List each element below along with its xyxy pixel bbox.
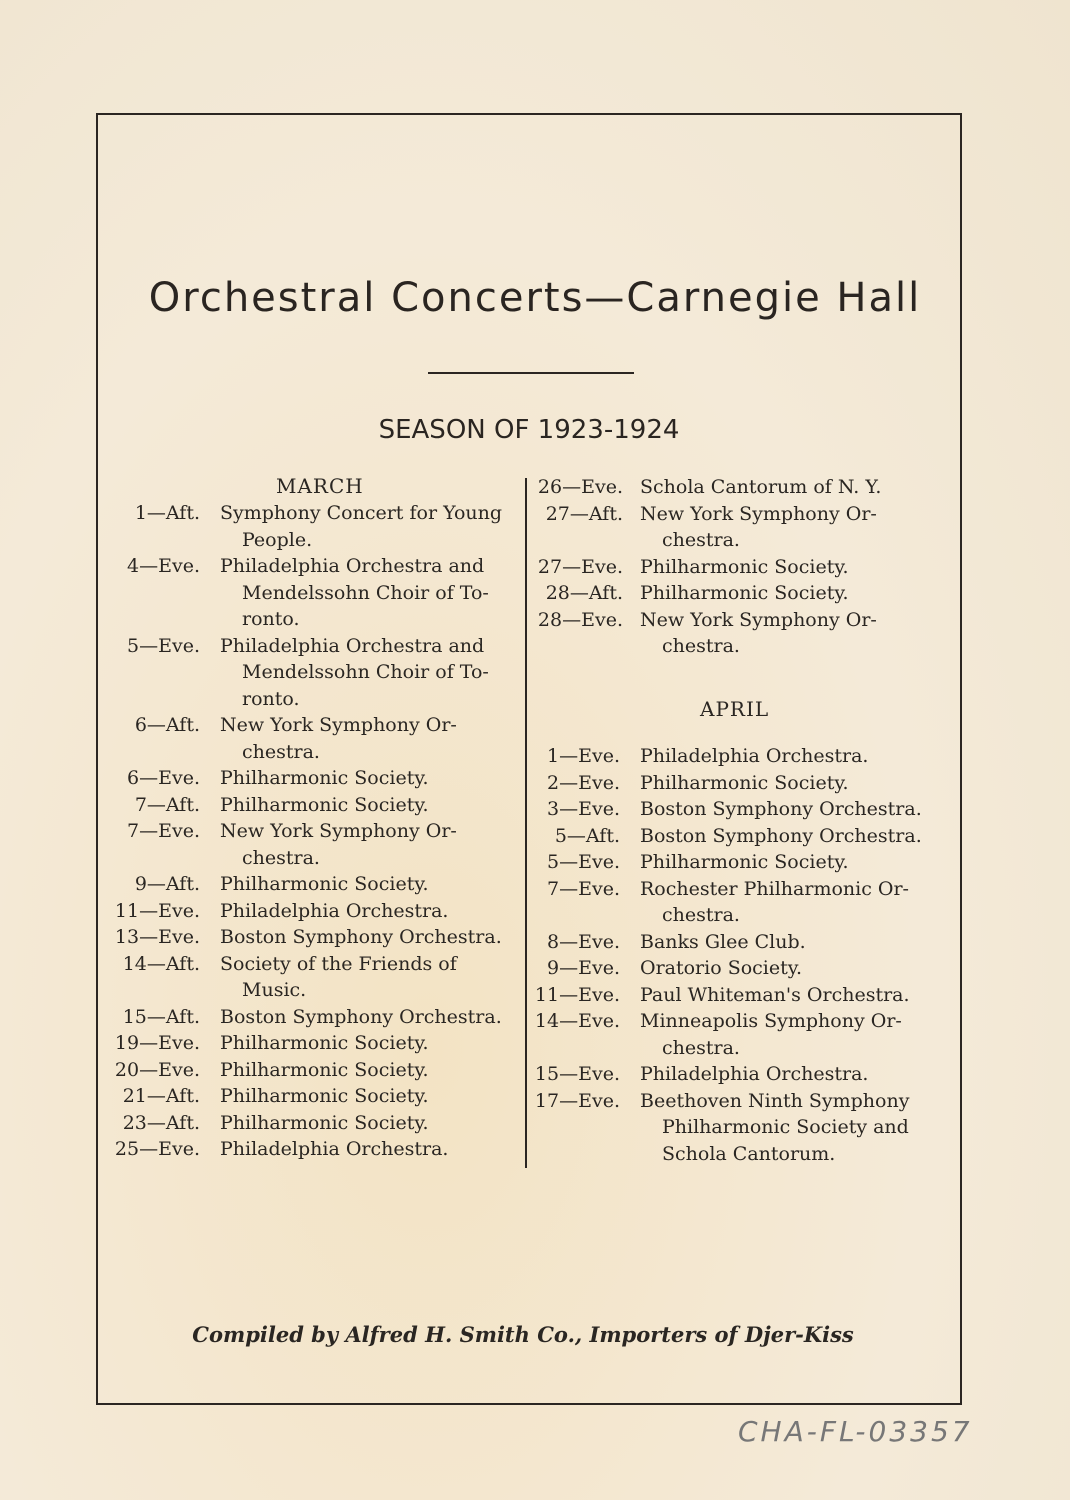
entry-line: Philharmonic Society. xyxy=(220,767,429,789)
entry-description xyxy=(220,1030,520,1057)
entry-description xyxy=(220,871,520,898)
entry-date: 15—Aft. xyxy=(122,1005,200,1028)
season-heading: SEASON OF 1923-1924 xyxy=(378,415,680,445)
entry-line: New York Symphony Or- xyxy=(220,820,457,842)
entry-date: 7—Aft. xyxy=(134,793,200,816)
entry-line: Philharmonic Society. xyxy=(220,1111,429,1134)
entry-line: Minneapolis Symphony Or- xyxy=(640,1010,902,1032)
entry-date: 7—Eve. xyxy=(127,820,200,842)
entry-date: 8—Eve. xyxy=(547,930,620,953)
entry-line: Mendelssohn Choir of To- xyxy=(242,661,489,683)
entry-line: Philharmonic Society. xyxy=(220,1085,429,1107)
title-rule xyxy=(428,372,634,374)
entry-description xyxy=(640,982,940,1009)
entry-date: 6—Eve. xyxy=(127,767,200,789)
entry-description xyxy=(640,580,940,607)
entry-line: Philharmonic Society. xyxy=(220,1058,429,1081)
entry-description xyxy=(640,1061,940,1088)
entry-description xyxy=(220,1136,520,1163)
entry-description xyxy=(640,743,940,770)
entry-date: 28—Aft. xyxy=(545,582,623,604)
entry-line: People. xyxy=(242,528,313,551)
entry-line: Society of the Friends of xyxy=(220,952,457,975)
entry-description xyxy=(640,1008,940,1061)
entry-date: 27—Eve. xyxy=(537,555,623,578)
entry-line: Philadelphia Orchestra. xyxy=(220,899,449,922)
entry-description xyxy=(220,1110,520,1137)
entry-line: chestra. xyxy=(242,740,320,763)
entry-date: 26—Eve. xyxy=(537,476,623,498)
entry-line: chestra. xyxy=(662,904,740,926)
entry-date: 5—Eve. xyxy=(547,851,620,873)
entry-date: 5—Aft. xyxy=(554,824,620,847)
entry-description xyxy=(640,474,940,501)
entry-line: chestra. xyxy=(242,846,320,869)
entry-line: Philadelphia Orchestra. xyxy=(220,1138,449,1160)
entry-description xyxy=(640,823,940,850)
entry-description xyxy=(220,633,520,713)
entry-description xyxy=(220,1004,520,1031)
entry-description xyxy=(640,770,940,797)
entry-description xyxy=(640,501,940,554)
entry-date: 20—Eve. xyxy=(114,1058,200,1081)
entry-line: New York Symphony Or- xyxy=(220,714,457,736)
entry-line: Philharmonic Society. xyxy=(640,582,849,604)
entry-line: Philharmonic Society. xyxy=(640,851,849,873)
entry-description xyxy=(220,765,520,792)
entry-date: 7—Eve. xyxy=(547,877,620,900)
entry-line: New York Symphony Or- xyxy=(640,502,877,525)
entry-date: 17—Eve. xyxy=(534,1089,620,1112)
entry-line: Philharmonic Society. xyxy=(220,1032,429,1054)
entry-date: 23—Aft. xyxy=(122,1111,200,1134)
entry-line: Schola Cantorum. xyxy=(662,1142,836,1165)
entry-description xyxy=(640,929,940,956)
entry-description xyxy=(640,554,940,581)
entry-line: Philharmonic Society. xyxy=(640,555,849,578)
entry-line: Boston Symphony Orchestra. xyxy=(220,926,502,948)
entry-line: Mendelssohn Choir of To- xyxy=(242,581,489,604)
month-heading-april: APRIL xyxy=(700,697,770,721)
entry-date: 6—Aft. xyxy=(134,714,200,736)
entry-date: 28—Eve. xyxy=(537,608,623,631)
entry-date: 25—Eve. xyxy=(114,1138,200,1160)
footer-credit: Compiled by Alfred H. Smith Co., Importers of Djer-Kiss xyxy=(192,1322,854,1347)
entry-line: chestra. xyxy=(662,635,740,657)
entry-description xyxy=(220,553,520,633)
column-divider xyxy=(525,478,527,1168)
entry-date: 14—Eve. xyxy=(534,1010,620,1032)
entry-description xyxy=(220,818,520,871)
entry-date: 11—Eve. xyxy=(534,983,620,1006)
entry-date: 1—Eve. xyxy=(547,745,620,767)
entry-date: 9—Aft. xyxy=(134,873,200,895)
entry-date: 21—Aft. xyxy=(122,1085,200,1107)
entry-line: Oratorio Society. xyxy=(640,957,803,979)
entry-description xyxy=(220,1057,520,1084)
entry-line: Symphony Concert for Young xyxy=(220,502,503,524)
entry-description xyxy=(640,1088,940,1168)
month-heading-march: MARCH xyxy=(276,474,364,498)
entry-line: Boston Symphony Orchestra. xyxy=(640,798,922,820)
entry-line: Philharmonic Society and xyxy=(662,1116,909,1138)
entry-description xyxy=(220,712,520,765)
entry-line: Banks Glee Club. xyxy=(640,930,806,953)
entry-description xyxy=(640,876,940,929)
entry-line: Philadelphia Orchestra and xyxy=(220,634,485,657)
entry-line: Music. xyxy=(242,979,307,1001)
entry-line: Boston Symphony Orchestra. xyxy=(220,1005,502,1028)
entry-date: 3—Eve. xyxy=(547,798,620,820)
entry-description xyxy=(640,607,940,660)
entry-line: chestra. xyxy=(662,1036,740,1059)
entry-description xyxy=(220,951,520,1004)
entry-description xyxy=(640,955,940,982)
entry-line: New York Symphony Or- xyxy=(640,608,877,631)
entry-line: Philadelphia Orchestra. xyxy=(640,1063,869,1085)
entry-date: 15—Eve. xyxy=(534,1063,620,1085)
entry-date: 19—Eve. xyxy=(114,1032,200,1054)
entry-description xyxy=(220,500,520,553)
entry-date: 13—Eve. xyxy=(114,926,200,948)
catalog-number: CHA-FL-03357 xyxy=(738,1415,973,1448)
entry-line: Beethoven Ninth Symphony xyxy=(640,1089,910,1112)
entry-line: Philharmonic Society. xyxy=(640,771,849,794)
entry-line: Rochester Philharmonic Or- xyxy=(640,877,909,900)
entry-description xyxy=(220,792,520,819)
page-title: Orchestral Concerts—Carnegie Hall xyxy=(148,275,922,321)
entry-date: 14—Aft. xyxy=(122,952,200,975)
entry-date: 11—Eve. xyxy=(114,899,200,922)
entry-description xyxy=(640,796,940,823)
entry-line: Schola Cantorum of N. Y. xyxy=(640,476,882,498)
entry-line: ronto. xyxy=(242,687,300,710)
entry-line: Philadelphia Orchestra and xyxy=(220,555,485,577)
entry-date: 4—Eve. xyxy=(127,555,200,577)
entry-description xyxy=(640,849,940,876)
entry-date: 27—Aft. xyxy=(545,502,623,525)
entry-description xyxy=(220,1083,520,1110)
entry-date: 9—Eve. xyxy=(547,957,620,979)
entry-line: Philharmonic Society. xyxy=(220,873,429,895)
entry-line: Philadelphia Orchestra. xyxy=(640,745,869,767)
entry-line: chestra. xyxy=(662,529,740,551)
entry-line: ronto. xyxy=(242,608,300,630)
entry-line: Philharmonic Society. xyxy=(220,793,429,816)
entry-description xyxy=(220,924,520,951)
entry-description xyxy=(220,898,520,925)
entry-date: 1—Aft. xyxy=(134,502,200,524)
entry-line: Paul Whiteman's Orchestra. xyxy=(640,983,910,1006)
entry-line: Boston Symphony Orchestra. xyxy=(640,824,922,847)
entry-date: 2—Eve. xyxy=(547,771,620,794)
entry-date: 5—Eve. xyxy=(127,634,200,657)
